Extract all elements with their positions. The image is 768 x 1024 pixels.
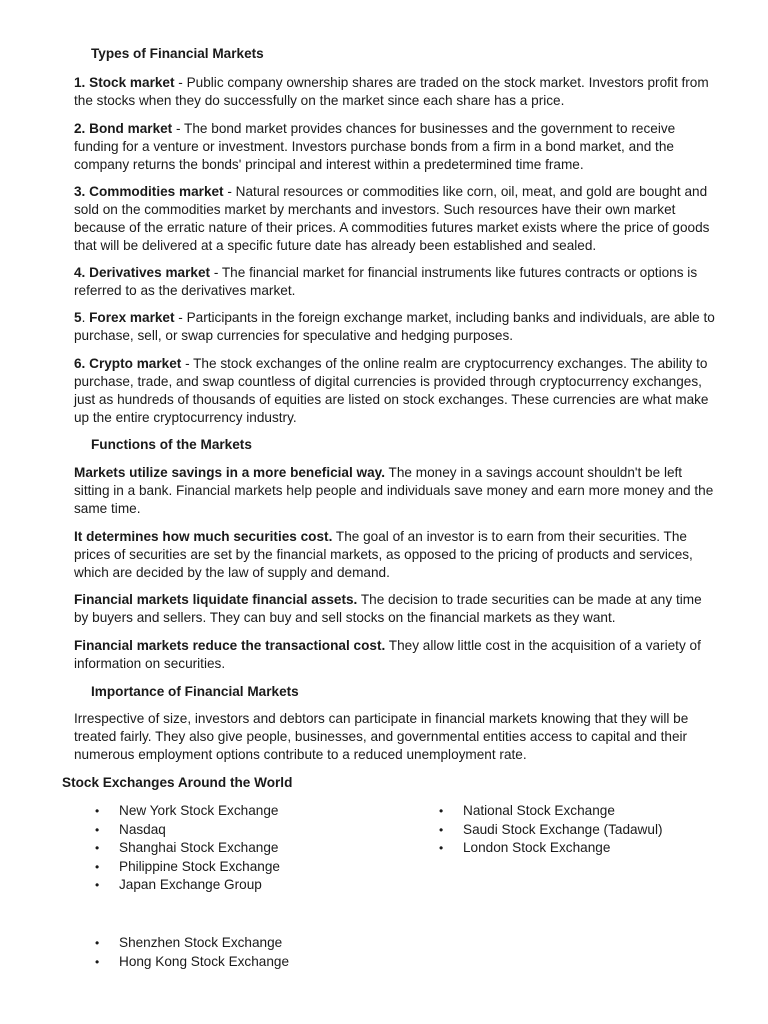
type-item-title: Bond market bbox=[89, 121, 173, 136]
type-item-title: Stock market bbox=[89, 75, 175, 90]
type-item-num: 3. bbox=[74, 184, 86, 199]
type-item-title: Crypto market bbox=[89, 356, 182, 371]
type-item-text: - The financial market for financial instruments like futures contracts or options is referred to as the derivatives market. bbox=[74, 265, 698, 298]
type-item-num: 6. bbox=[74, 356, 86, 371]
function-item-savings bbox=[74, 464, 718, 518]
list-item: • Shanghai Stock Exchange bbox=[95, 839, 280, 858]
list-item: • Saudi Stock Exchange (Tadawul) bbox=[439, 821, 663, 840]
list-item: • Nasdaq bbox=[95, 821, 280, 840]
importance-heading: Importance of Financial Markets bbox=[91, 684, 299, 699]
bullet-icon: • bbox=[439, 804, 444, 818]
bullet-icon: • bbox=[95, 822, 100, 837]
function-item-text: The goal of an investor is to earn from their securities. The prices of securities are set by the financial markets, as opposed to the pricing of products and services, which are decided by the law of supply and demand. bbox=[74, 529, 693, 580]
type-item-num: 5 bbox=[74, 310, 82, 325]
function-item-title: Financial markets reduce the transactional cost. bbox=[74, 638, 386, 653]
function-item-title: It determines how much securities cost. bbox=[74, 529, 333, 544]
list-item: • London Stock Exchange bbox=[439, 839, 663, 858]
list-item: • New York Stock Exchange bbox=[95, 802, 280, 821]
type-item-forex: 5. Forex market - Participants in the foreign exchange market, including banks and individuals, are able to purchase, sell, or swap currencies for speculative and hedging purposes. bbox=[74, 310, 715, 343]
function-item-transactional-cost bbox=[74, 637, 718, 673]
list-item: • Philippine Stock Exchange bbox=[95, 858, 280, 877]
type-item-commodities bbox=[74, 183, 718, 255]
exchanges-right-list bbox=[439, 802, 663, 858]
type-item-title: Commodities market bbox=[89, 184, 224, 199]
bullet-icon: • bbox=[95, 859, 100, 874]
exchanges-bottom-list bbox=[95, 934, 289, 971]
type-item-text: - The stock exchanges of the online realm are cryptocurrency exchanges. The ability to purchase, trade, and swap countless of digital currencies is provided through cryptocurrency exchanges, just as hundreds of thousands of equities are listed on stock exchanges. These currencies are what make up the entire cryptocurrency industry. bbox=[74, 356, 709, 425]
bullet-icon: • bbox=[95, 954, 100, 969]
type-item-text: - The bond market provides chances for businesses and the government to receive funding for a venture or investment. Investors purchase bonds from a firm in a bond market, and the company returns the bonds' principal and interest within a predetermined time frame. bbox=[74, 121, 676, 172]
type-item-num: 4. bbox=[74, 265, 86, 280]
type-item-num: 1. bbox=[74, 75, 86, 90]
type-item-crypto bbox=[74, 355, 718, 427]
type-item-stock bbox=[74, 74, 718, 110]
type-item-text: - Public company ownership shares are traded on the stock market. Investors profit from the stocks when they do successfully on the market since each share has a price. bbox=[74, 75, 709, 108]
bullet-icon: • bbox=[439, 841, 444, 856]
bullet-icon: • bbox=[95, 936, 100, 950]
list-item: • National Stock Exchange bbox=[439, 802, 663, 821]
exchanges-heading: Stock Exchanges Around the World bbox=[62, 775, 293, 790]
type-item-title: Derivatives market bbox=[89, 265, 211, 280]
bullet-icon: • bbox=[95, 878, 100, 893]
function-item-text: The money in a savings account shouldn't be left sitting in a bank. Financial markets help people and individuals save money and earn more money and the same time. bbox=[74, 465, 714, 516]
function-item-title: Financial markets liquidate financial assets. bbox=[74, 592, 358, 607]
type-item-title: Forex market bbox=[89, 310, 175, 325]
function-item-liquidate bbox=[74, 591, 718, 627]
type-item-text: - Natural resources or commodities like corn, oil, meat, and gold are bought and sold on the commodities market by merchants and investors. Such resources have their own market because of the erratic nature of their prices. A commodities futures market exists where the price of goods that will be delivered at a specific future date has already been established and sealed. bbox=[74, 184, 710, 253]
bullet-icon: • bbox=[95, 841, 100, 856]
bullet-icon: • bbox=[439, 822, 444, 837]
types-heading: Types of Financial Markets bbox=[91, 46, 264, 61]
function-item-title: Markets utilize savings in a more beneficial way. bbox=[74, 465, 386, 480]
list-item: • Hong Kong Stock Exchange bbox=[95, 953, 289, 972]
list-item: • Japan Exchange Group bbox=[95, 876, 280, 895]
function-item-securities-cost bbox=[74, 528, 718, 582]
functions-heading: Functions of the Markets bbox=[91, 437, 252, 452]
exchanges-left-list bbox=[95, 802, 280, 895]
bullet-icon: • bbox=[95, 804, 100, 818]
type-item-num: 2. bbox=[74, 121, 86, 136]
importance-paragraph: Irrespective of size, investors and debtors can participate in financial markets knowing that they will be treated fairly. They also give people, businesses, and governmental entities access to capital and their numerous employment options contribute to a reduced unemployment rate. bbox=[74, 711, 689, 762]
function-item-text: They allow little cost in the acquisition of a variety of information on securities. bbox=[74, 638, 701, 671]
type-item-text: - Participants in the foreign exchange market, including banks and individuals, are able to purchase, sell, or swap currencies for speculative and hedging purposes. bbox=[74, 310, 715, 343]
list-item: • Shenzhen Stock Exchange bbox=[95, 934, 289, 953]
type-item-bond bbox=[74, 120, 718, 174]
type-item-derivatives bbox=[74, 264, 718, 300]
function-item-text: The decision to trade securities can be made at any time by buyers and sellers. They can buy and sell stocks on the financial markets as they want. bbox=[74, 592, 702, 625]
